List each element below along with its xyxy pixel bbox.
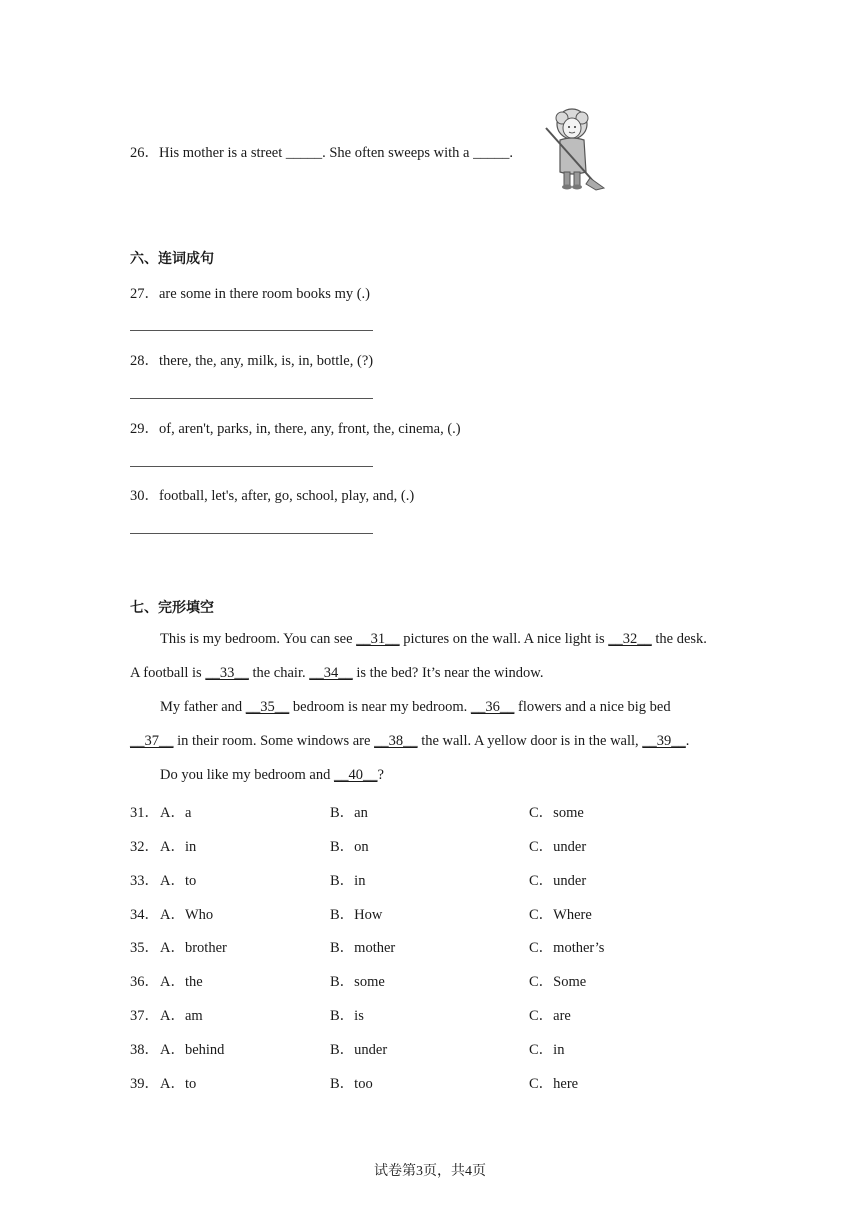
options-35 xyxy=(130,936,770,956)
option-a[interactable]: A．behind xyxy=(160,1042,225,1058)
option-b[interactable]: B．in xyxy=(330,873,366,889)
question-29: 29．of, aren't, parks, in, there, any, front, the, cinema, (.) xyxy=(130,421,461,437)
passage-line-5: Do you like my bedroom and __40__? xyxy=(160,767,384,783)
option-a[interactable]: A．to xyxy=(160,873,197,889)
option-a[interactable]: A．the xyxy=(160,974,203,990)
option-c[interactable]: C．under xyxy=(529,839,587,855)
blank-39: __39__ xyxy=(642,733,686,749)
options-34 xyxy=(130,903,770,923)
question-26: 26．His mother is a street _____. She often sweeps with a _____. xyxy=(130,145,513,161)
option-a[interactable]: A．brother xyxy=(160,940,227,956)
option-b[interactable]: B．too xyxy=(330,1076,373,1092)
blank-35: __35__ xyxy=(245,699,290,715)
option-number: 38． xyxy=(130,1042,159,1058)
section-6-heading: 六、连词成句 xyxy=(130,251,214,267)
option-b[interactable]: B．mother xyxy=(330,940,396,956)
option-c[interactable]: C．some xyxy=(529,805,584,821)
options-31 xyxy=(130,801,770,821)
option-c[interactable]: C．Where xyxy=(529,907,592,923)
blank-34: __34__ xyxy=(309,665,353,681)
option-a[interactable]: A．a xyxy=(160,805,192,821)
option-b[interactable]: B．under xyxy=(330,1042,388,1058)
option-number: 39． xyxy=(130,1076,159,1092)
page-footer: 试卷第3页，共4页 xyxy=(374,1164,486,1179)
option-b[interactable]: B．How xyxy=(330,907,383,923)
blank-31: __31__ xyxy=(356,631,400,647)
option-b[interactable]: B．some xyxy=(330,974,385,990)
answer-line-30[interactable] xyxy=(130,533,373,534)
blank-36: __36__ xyxy=(470,699,515,715)
options-38 xyxy=(130,1038,770,1058)
passage-line-2: A football is __33__ the chair. __34__ is the bed? It’s near the window. xyxy=(130,665,544,681)
options-37 xyxy=(130,1004,770,1024)
option-number: 36． xyxy=(130,974,159,990)
options-32 xyxy=(130,835,770,855)
question-30: 30．football, let's, after, go, school, play, and, (.) xyxy=(130,488,415,504)
option-number: 31． xyxy=(130,805,159,821)
blank-40: __40__ xyxy=(333,767,378,783)
blank-33: __33__ xyxy=(205,665,249,681)
option-a[interactable]: A．to xyxy=(160,1076,197,1092)
passage-line-1: This is my bedroom. You can see __31__ pictures on the wall. A nice light is __32__ the desk. xyxy=(160,631,707,647)
passage-line-3: My father and __35__ bedroom is near my bedroom. __36__ flowers and a nice big bed xyxy=(160,699,671,715)
section-7-heading: 七、完形填空 xyxy=(130,600,214,616)
option-c[interactable]: C．in xyxy=(529,1042,565,1058)
option-c[interactable]: C．mother’s xyxy=(529,940,605,956)
option-c[interactable]: C．under xyxy=(529,873,587,889)
option-b[interactable]: B．on xyxy=(330,839,369,855)
question-28: 28．there, the, any, milk, is, in, bottle, (?) xyxy=(130,353,374,369)
answer-line-28[interactable] xyxy=(130,398,373,399)
options-39 xyxy=(130,1072,770,1092)
option-c[interactable]: C．Some xyxy=(529,974,587,990)
options-36 xyxy=(130,970,770,990)
option-number: 32． xyxy=(130,839,159,855)
option-b[interactable]: B．an xyxy=(330,805,368,821)
option-number: 37． xyxy=(130,1008,159,1024)
options-33 xyxy=(130,869,770,889)
option-b[interactable]: B．is xyxy=(330,1008,364,1024)
option-number: 34． xyxy=(130,907,159,923)
option-a[interactable]: A．Who xyxy=(160,907,214,923)
option-number: 33． xyxy=(130,873,159,889)
option-c[interactable]: C．are xyxy=(529,1008,571,1024)
option-a[interactable]: A．am xyxy=(160,1008,203,1024)
option-number: 35． xyxy=(130,940,159,956)
question-27: 27．are some in there room books my (.) xyxy=(130,286,371,302)
sweeper-woman-illustration xyxy=(538,106,610,192)
passage-line-4: __37__ in their room. Some windows are __38__ the wall. A yellow door is in the wall, __39__. xyxy=(130,733,690,749)
answer-line-27[interactable] xyxy=(130,330,373,331)
blank-37: __37__ xyxy=(130,733,174,749)
option-a[interactable]: A．in xyxy=(160,839,197,855)
option-c[interactable]: C．here xyxy=(529,1076,579,1092)
blank-38: __38__ xyxy=(374,733,418,749)
answer-line-29[interactable] xyxy=(130,466,373,467)
blank-32: __32__ xyxy=(608,631,652,647)
